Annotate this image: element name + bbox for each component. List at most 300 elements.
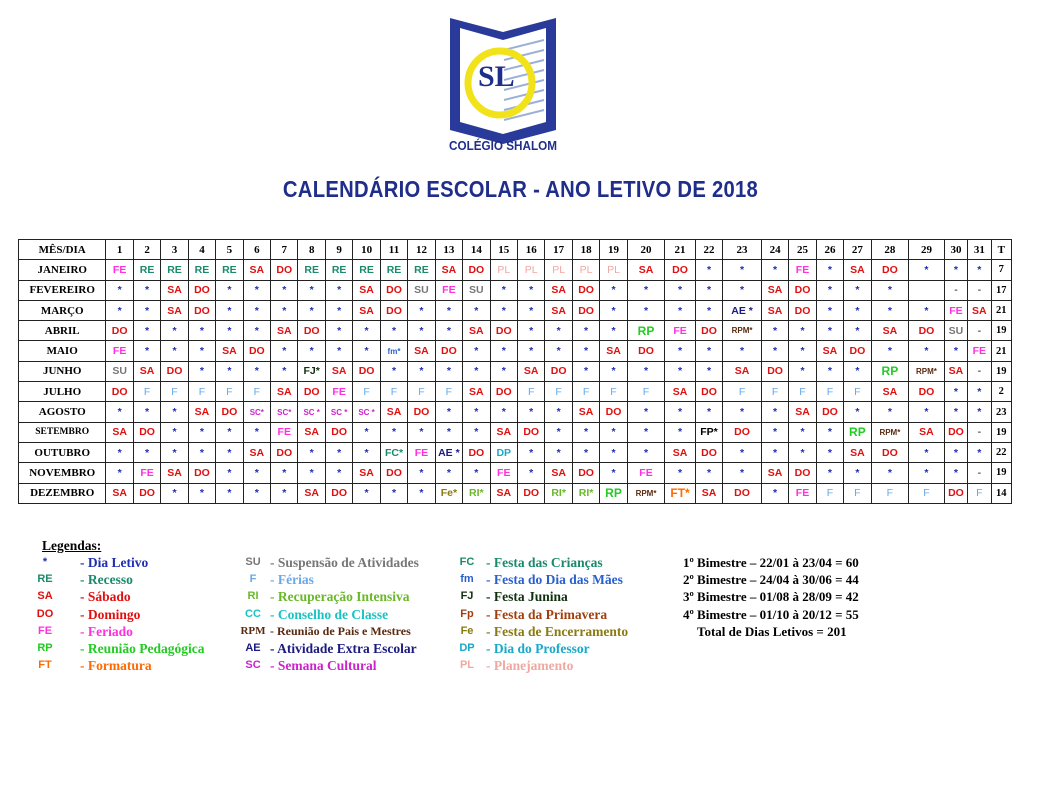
day-cell: RPM*: [627, 483, 665, 503]
day-cell: *: [944, 341, 967, 361]
day-cell: *: [490, 280, 517, 300]
day-cell: FE: [435, 280, 462, 300]
day-cell: *: [816, 442, 843, 462]
day-cell: *: [380, 361, 407, 381]
day-cell: *: [968, 260, 991, 280]
day-cell: FP*: [695, 422, 722, 442]
day-cell: *: [435, 463, 462, 483]
calendar-row: [19, 422, 1012, 442]
legend-text: - Festa de Encerramento: [486, 623, 629, 639]
day-cell: DP: [490, 442, 517, 462]
day-cell: F: [871, 483, 909, 503]
month-total: 7: [991, 260, 1012, 280]
legend-text: - Dia Letivo: [80, 555, 149, 570]
day-cell: *: [627, 300, 665, 320]
day-cell: *: [161, 422, 188, 442]
logo-monogram: SL: [478, 60, 515, 93]
day-cell: DO: [572, 280, 599, 300]
day-cell: SA: [844, 442, 871, 462]
day-cell: *: [761, 402, 788, 422]
day-cell: DO: [816, 402, 843, 422]
day-cell: *: [380, 483, 407, 503]
day-cell: *: [517, 442, 544, 462]
day-cell: *: [695, 280, 722, 300]
legend-text: - Suspensão de Atividades: [270, 555, 419, 570]
calendar-table: [18, 239, 1012, 504]
day-cell: *: [816, 260, 843, 280]
day-cell: *: [353, 422, 380, 442]
day-cell: SC*: [271, 402, 298, 422]
day-cell: SA: [545, 280, 572, 300]
day-cell: DO: [789, 280, 816, 300]
day-cell: F: [435, 382, 462, 402]
day-cell: SA: [353, 463, 380, 483]
day-cell: SA: [665, 382, 695, 402]
day-cell: DO: [325, 483, 352, 503]
day-cell: *: [463, 422, 490, 442]
day-cell: *: [761, 422, 788, 442]
bimester-line: 2º Bimestre – 24/04 à 30/06 = 44: [683, 572, 859, 588]
day-cell: *: [133, 300, 160, 320]
day-cell: SC *: [298, 402, 325, 422]
day-cell: *: [353, 341, 380, 361]
legend-text: - Recesso: [80, 572, 133, 588]
day-cell: SA: [106, 483, 133, 503]
legend-text: - Formatura: [80, 658, 152, 674]
day-cell: DO: [871, 260, 909, 280]
day-cell: F: [216, 382, 243, 402]
day-cell: SA: [844, 260, 871, 280]
day-cell: -: [968, 321, 991, 341]
day-cell: *: [353, 442, 380, 462]
day-cell: F: [816, 483, 843, 503]
day-cell: *: [243, 422, 270, 442]
day-cell: *: [490, 361, 517, 381]
header-day: 24: [761, 240, 788, 260]
calendar-row: [19, 442, 1012, 462]
header-day: 30: [944, 240, 967, 260]
day-cell: *: [572, 422, 599, 442]
day-cell: *: [408, 300, 435, 320]
day-cell: *: [133, 280, 160, 300]
day-cell: *: [968, 382, 991, 402]
day-cell: *: [243, 483, 270, 503]
day-cell: F: [968, 483, 991, 503]
day-cell: *: [761, 260, 788, 280]
legend-text: - Festa do Dia das Mães: [486, 572, 623, 588]
legend-code: AE: [245, 642, 261, 654]
day-cell: FE: [944, 300, 967, 320]
day-cell: F: [545, 382, 572, 402]
header-day: 15: [490, 240, 517, 260]
calendar-row: [19, 402, 1012, 422]
day-cell: *: [271, 463, 298, 483]
day-cell: FE: [133, 463, 160, 483]
day-cell: FE: [325, 382, 352, 402]
day-cell: DO: [723, 422, 762, 442]
day-cell: *: [600, 422, 627, 442]
legend-code: DO: [36, 607, 54, 620]
day-cell: DO: [944, 483, 967, 503]
day-cell: SA: [463, 382, 490, 402]
day-cell: DO: [325, 422, 352, 442]
day-cell: RE: [325, 260, 352, 280]
day-cell: SA: [271, 321, 298, 341]
legend-code: RI: [247, 590, 259, 603]
day-cell: *: [106, 402, 133, 422]
day-cell: *: [517, 300, 544, 320]
day-cell: DO: [627, 341, 665, 361]
month-name: ABRIL: [19, 321, 106, 341]
legend-code: FJ: [460, 590, 474, 603]
legend-text: - Festa Junina: [486, 589, 568, 605]
day-cell: DO: [133, 483, 160, 503]
day-cell: *: [271, 280, 298, 300]
day-cell: DO: [517, 483, 544, 503]
day-cell: *: [216, 300, 243, 320]
day-cell: F: [517, 382, 544, 402]
legend-text: - Feriado: [80, 623, 133, 639]
total-school-days: Total de Dias Letivos = 201: [697, 623, 847, 639]
day-cell: *: [871, 300, 909, 320]
month-name: MAIO: [19, 341, 106, 361]
day-cell: SA: [161, 300, 188, 320]
day-cell: *: [665, 463, 695, 483]
day-cell: *: [161, 341, 188, 361]
day-cell: F: [408, 382, 435, 402]
day-cell: SA: [353, 300, 380, 320]
day-cell: RP: [871, 361, 909, 381]
day-cell: DO: [665, 260, 695, 280]
month-total: 19: [991, 321, 1012, 341]
day-cell: *: [600, 300, 627, 320]
day-cell: DO: [695, 442, 722, 462]
page-title: CALENDÁRIO ESCOLAR - ANO LETIVO DE 2018: [282, 176, 759, 202]
day-cell: *: [665, 402, 695, 422]
day-cell: RPM*: [909, 361, 945, 381]
calendar-row: [19, 280, 1012, 300]
day-cell: *: [627, 422, 665, 442]
day-cell: *: [133, 402, 160, 422]
day-cell: SA: [871, 321, 909, 341]
day-cell: *: [243, 361, 270, 381]
day-cell: F: [909, 483, 945, 503]
day-cell: *: [490, 402, 517, 422]
day-cell: *: [216, 321, 243, 341]
day-cell: F: [380, 382, 407, 402]
day-cell: DO: [463, 260, 490, 280]
day-cell: RPM*: [723, 321, 762, 341]
day-cell: -: [968, 361, 991, 381]
day-cell: *: [789, 341, 816, 361]
legend-text: - Atividade Extra Escolar: [270, 641, 417, 656]
day-cell: FE: [789, 260, 816, 280]
day-cell: *: [517, 321, 544, 341]
day-cell: *: [545, 321, 572, 341]
calendar-row: [19, 260, 1012, 280]
day-cell: SA: [161, 280, 188, 300]
day-cell: AE *: [435, 442, 462, 462]
day-cell: SA: [298, 422, 325, 442]
day-cell: *: [600, 321, 627, 341]
month-total: 17: [991, 280, 1012, 300]
day-cell: *: [572, 361, 599, 381]
day-cell: RPM*: [871, 422, 909, 442]
day-cell: SA: [271, 382, 298, 402]
day-cell: *: [968, 442, 991, 462]
day-cell: *: [909, 300, 945, 320]
day-cell: SA: [944, 361, 967, 381]
header-day: 1: [106, 240, 133, 260]
day-cell: DO: [723, 483, 762, 503]
day-cell: *: [243, 280, 270, 300]
calendar-row: [19, 300, 1012, 320]
day-cell: FJ*: [298, 361, 325, 381]
day-cell: *: [271, 341, 298, 361]
header-day: 4: [188, 240, 215, 260]
day-cell: SA: [380, 402, 407, 422]
day-cell: *: [695, 300, 722, 320]
calendar-header-row: [19, 240, 1012, 260]
header-day: 17: [545, 240, 572, 260]
legend-text: - Férias: [270, 572, 314, 588]
month-total: 22: [991, 442, 1012, 462]
day-cell: RE: [353, 260, 380, 280]
day-cell: *: [463, 361, 490, 381]
day-cell: SA: [133, 361, 160, 381]
day-cell: *: [665, 422, 695, 442]
header-month-day: MÊS/DIA: [19, 240, 106, 260]
day-cell: *: [761, 341, 788, 361]
legend-heading: Legendas:: [42, 538, 102, 553]
day-cell: *: [161, 321, 188, 341]
day-cell: F: [761, 382, 788, 402]
bimester-line: 3º Bimestre – 01/08 à 28/09 = 42: [683, 589, 859, 605]
legend-code: PL: [459, 659, 475, 672]
day-cell: SA: [325, 361, 352, 381]
day-cell: *: [816, 361, 843, 381]
day-cell: DO: [517, 422, 544, 442]
header-day: 11: [380, 240, 407, 260]
day-cell: *: [968, 402, 991, 422]
day-cell: DO: [243, 341, 270, 361]
day-cell: SA: [545, 300, 572, 320]
day-cell: SA: [298, 483, 325, 503]
day-cell: DO: [188, 280, 215, 300]
day-cell: *: [517, 280, 544, 300]
day-cell: *: [188, 483, 215, 503]
day-cell: *: [463, 341, 490, 361]
day-cell: F: [353, 382, 380, 402]
header-day: 18: [572, 240, 599, 260]
day-cell: SA: [761, 280, 788, 300]
day-cell: *: [435, 402, 462, 422]
day-cell: FE: [408, 442, 435, 462]
day-cell: *: [463, 402, 490, 422]
day-cell: DO: [944, 422, 967, 442]
day-cell: *: [816, 422, 843, 442]
day-cell: DO: [353, 361, 380, 381]
header-day: 8: [298, 240, 325, 260]
day-cell: *: [435, 361, 462, 381]
day-cell: SA: [871, 382, 909, 402]
day-cell: *: [789, 361, 816, 381]
day-cell: FE: [106, 260, 133, 280]
month-name: DEZEMBRO: [19, 483, 106, 503]
day-cell: DO: [271, 442, 298, 462]
legend-code: Fe: [460, 624, 474, 637]
day-cell: *: [298, 341, 325, 361]
day-cell: *: [665, 361, 695, 381]
day-cell: FE: [627, 463, 665, 483]
legend-code: *: [42, 556, 48, 568]
day-cell: *: [408, 463, 435, 483]
school-name: COLÉGIO SHALOM: [449, 138, 557, 153]
day-cell: *: [723, 260, 762, 280]
month-name: FEVEREIRO: [19, 280, 106, 300]
legend-text: - Festa da Primavera: [486, 606, 608, 622]
day-cell: *: [353, 483, 380, 503]
header-day: 25: [789, 240, 816, 260]
day-cell: *: [761, 483, 788, 503]
day-cell: DO: [545, 361, 572, 381]
day-cell: *: [844, 300, 871, 320]
header-day: 9: [325, 240, 352, 260]
day-cell: *: [435, 321, 462, 341]
day-cell: SA: [216, 341, 243, 361]
day-cell: *: [944, 463, 967, 483]
day-cell: SC*: [243, 402, 270, 422]
day-cell: PL: [600, 260, 627, 280]
day-cell: F: [572, 382, 599, 402]
day-cell: *: [133, 341, 160, 361]
day-cell: SA: [968, 300, 991, 320]
month-name: NOVEMBRO: [19, 463, 106, 483]
day-cell: *: [789, 422, 816, 442]
day-cell: *: [408, 321, 435, 341]
day-cell: *: [298, 300, 325, 320]
day-cell: *: [600, 463, 627, 483]
day-cell: *: [216, 483, 243, 503]
day-cell: DO: [463, 442, 490, 462]
day-cell: *: [816, 463, 843, 483]
day-cell: *: [435, 300, 462, 320]
day-cell: Fe*: [435, 483, 462, 503]
day-cell: PL: [517, 260, 544, 280]
day-cell: SA: [761, 463, 788, 483]
day-cell: SU: [408, 280, 435, 300]
day-cell: *: [435, 422, 462, 442]
day-cell: *: [665, 341, 695, 361]
day-cell: DO: [789, 300, 816, 320]
day-cell: *: [545, 442, 572, 462]
day-cell: *: [909, 402, 945, 422]
day-cell: SU: [106, 361, 133, 381]
day-cell: *: [545, 422, 572, 442]
day-cell: fm*: [380, 341, 407, 361]
day-cell: RI*: [572, 483, 599, 503]
legend-text: - Conselho de Classe: [270, 606, 389, 622]
day-cell: *: [723, 402, 762, 422]
header-day: 29: [909, 240, 945, 260]
day-cell: SA: [353, 280, 380, 300]
day-cell: *: [909, 442, 945, 462]
day-cell: *: [665, 300, 695, 320]
school-logo: [438, 10, 568, 160]
day-cell: *: [944, 260, 967, 280]
day-cell: *: [133, 442, 160, 462]
day-cell: SA: [490, 483, 517, 503]
day-cell: *: [627, 402, 665, 422]
header-day: 28: [871, 240, 909, 260]
day-cell: *: [944, 442, 967, 462]
day-cell: F: [188, 382, 215, 402]
day-cell: RP: [600, 483, 627, 503]
legend-code: SC: [245, 659, 261, 672]
header-day: 23: [723, 240, 762, 260]
header-day: 6: [243, 240, 270, 260]
legend-code: RP: [37, 642, 53, 654]
day-cell: *: [871, 341, 909, 361]
day-cell: *: [106, 463, 133, 483]
day-cell: -: [968, 422, 991, 442]
legend-text: - Reunião de Pais e Mestres: [270, 623, 411, 638]
day-cell: SC *: [353, 402, 380, 422]
day-cell: SA: [517, 361, 544, 381]
day-cell: *: [600, 442, 627, 462]
day-cell: *: [871, 402, 909, 422]
day-cell: FE: [271, 422, 298, 442]
day-cell: SA: [909, 422, 945, 442]
day-cell: *: [844, 361, 871, 381]
header-day: 3: [161, 240, 188, 260]
header-day: 19: [600, 240, 627, 260]
month-name: JUNHO: [19, 361, 106, 381]
day-cell: *: [325, 463, 352, 483]
day-cell: SC *: [325, 402, 352, 422]
day-cell: *: [325, 280, 352, 300]
legend-code: FT: [38, 659, 52, 672]
day-cell: *: [695, 260, 722, 280]
day-cell: *: [325, 321, 352, 341]
day-cell: SA: [408, 341, 435, 361]
day-cell: *: [517, 402, 544, 422]
day-cell: F: [133, 382, 160, 402]
day-cell: FT*: [665, 483, 695, 503]
day-cell: RE: [133, 260, 160, 280]
day-cell: *: [298, 463, 325, 483]
calendar-row: [19, 361, 1012, 381]
day-cell: DO: [844, 341, 871, 361]
day-cell: *: [723, 280, 762, 300]
day-cell: DO: [695, 321, 722, 341]
day-cell: SA: [723, 361, 762, 381]
header-day: 2: [133, 240, 160, 260]
day-cell: F: [600, 382, 627, 402]
day-cell: DO: [188, 300, 215, 320]
day-cell: *: [161, 402, 188, 422]
legend-code: FC: [459, 556, 475, 568]
day-cell: DO: [298, 382, 325, 402]
legend-code: SU: [245, 556, 261, 568]
day-cell: DO: [133, 422, 160, 442]
day-cell: *: [627, 280, 665, 300]
day-cell: FE: [789, 483, 816, 503]
day-cell: *: [844, 402, 871, 422]
day-cell: DO: [909, 321, 945, 341]
day-cell: *: [572, 341, 599, 361]
day-cell: RI*: [545, 483, 572, 503]
